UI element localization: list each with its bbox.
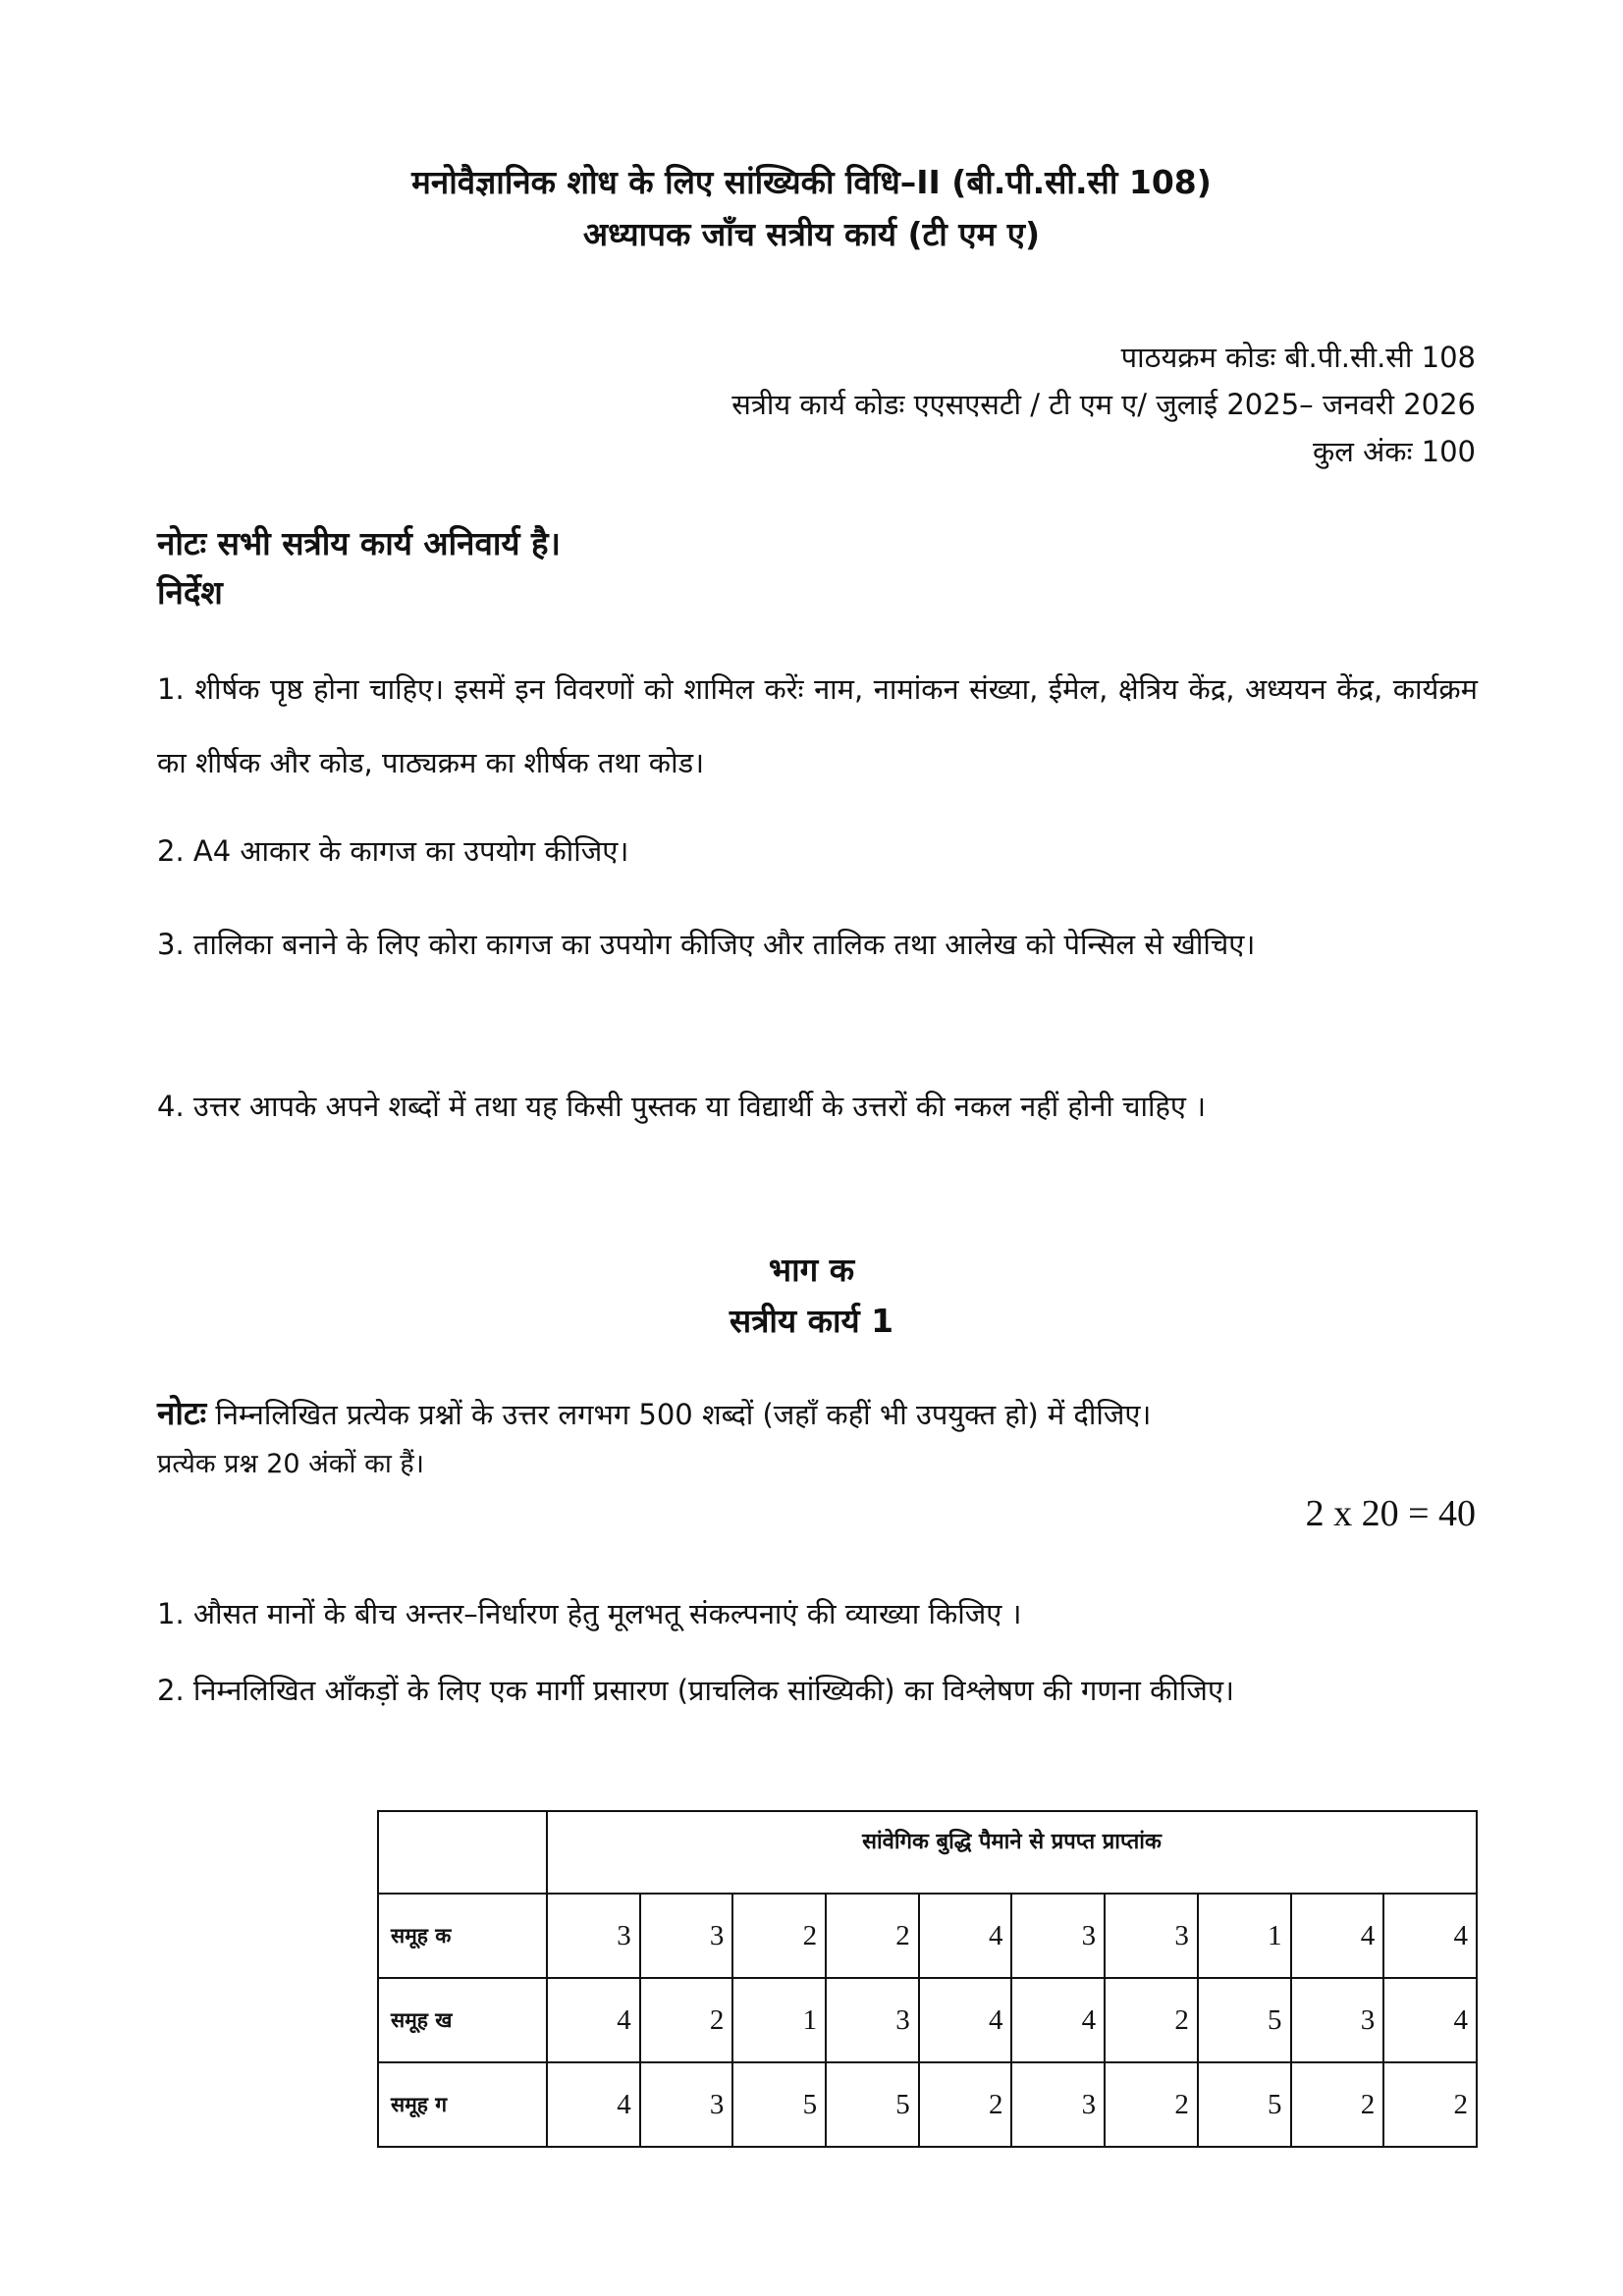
table-row — [378, 1894, 1477, 1978]
table-cell: 4 — [919, 1978, 1012, 2062]
mandatory-note: नोटः सभी सत्रीय कार्य अनिवार्य है। — [157, 524, 562, 562]
table-cell: 3 — [547, 1894, 640, 1978]
table-cell: 4 — [1383, 1978, 1477, 2062]
question-1: 1. औसत मानों के बीच अन्तर–निर्धारण हेतु मूलभतू संकल्पनाएं की व्याख्या किजिए । — [157, 1597, 1022, 1630]
table-cell: 2 — [640, 1978, 733, 2062]
table-cell: 2 — [919, 2062, 1012, 2147]
row-label: समूह क — [378, 1894, 547, 1978]
table-cell: 2 — [826, 1894, 919, 1978]
section-note-text2: प्रत्येक प्रश्न 20 अंकों का हैं। — [157, 1449, 424, 1479]
table-cell: 5 — [732, 2062, 826, 2147]
table-cell: 1 — [1198, 1894, 1291, 1978]
total-marks: कुल अंकः 100 — [1312, 435, 1476, 468]
section-note — [157, 1392, 1478, 1436]
section-note-label: नोटः — [157, 1394, 207, 1432]
row-label: समूह ग — [378, 2062, 547, 2147]
table-cell: 3 — [1105, 1894, 1198, 1978]
table-cell: 4 — [1011, 1978, 1105, 2062]
table-cell: 2 — [1291, 2062, 1384, 2147]
instruction-item: 2. A4 आकार के कागज का उपयोग कीजिए। — [157, 834, 629, 868]
table-cell: 5 — [1198, 1978, 1291, 2062]
table-header: सांवेगिक बुद्धि पैमाने से प्रपप्त प्राप्तांक — [547, 1811, 1477, 1894]
row-label: समूह ख — [378, 1978, 547, 2062]
table-row — [378, 2062, 1477, 2147]
table-cell: 5 — [1198, 2062, 1291, 2147]
instruction-item: 3. तालिका बनाने के लिए कोरा कागज का उपयोग कीजिए और तालिक तथा आलेख को पेन्सिल से खीचिए। — [157, 928, 1256, 961]
table-cell: 2 — [1383, 2062, 1477, 2147]
table-cell: 3 — [640, 2062, 733, 2147]
table-cell: 4 — [547, 1978, 640, 2062]
table-cell: 4 — [547, 2062, 640, 2147]
instruction-item: 4. उत्तर आपके अपने शब्दों में तथा यह किसी पुस्तक या विद्यार्थी के उत्तरों की नकल नहीं होनी चाहिए । — [157, 1090, 1207, 1123]
document-subtitle: अध्यापक जाँच सत्रीय कार्य (टी एम ए) — [582, 215, 1041, 253]
table-cell: 2 — [732, 1894, 826, 1978]
document-title: मनोवैज्ञानिक शोध के लिए सांख्यिकी विधि–II (बी.पी.सी.सी 108) — [411, 163, 1212, 201]
table-cell: 3 — [640, 1894, 733, 1978]
table-cell: 3 — [1011, 2062, 1105, 2147]
table-header-row — [378, 1811, 1477, 1894]
scores-table — [377, 1810, 1478, 2148]
assignment-code: सत्रीय कार्य कोडः एएसएसटी / टी एम ए/ जुलाई 2025– जनवरी 2026 — [731, 388, 1476, 421]
table-cell: 3 — [826, 1978, 919, 2062]
instruction-item: 1. शीर्षक पृष्ठ होना चाहिए। इसमें इन विवरणों को शामिल करेंः नाम, नामांकन संख्या, ईमेल, क्षेत्रिय केंद्र, अध्ययन केंद्र, कार्यक्रम का शीर्षक और कोड, पाठ्यक्रम का शीर्षक तथा कोड। — [157, 672, 1478, 779]
table-corner-cell — [378, 1811, 547, 1894]
table-cell: 4 — [1291, 1894, 1384, 1978]
table-cell: 2 — [1105, 2062, 1198, 2147]
instructions-heading: निर्देश — [157, 573, 223, 612]
assignment-heading: सत्रीय कार्य 1 — [729, 1302, 894, 1340]
table-cell: 1 — [732, 1978, 826, 2062]
table-cell: 2 — [1105, 1978, 1198, 2062]
course-code: पाठयक्रम कोडः बी.पी.सी.सी 108 — [1120, 341, 1476, 374]
table-cell: 5 — [826, 2062, 919, 2147]
table-cell: 4 — [1383, 1894, 1477, 1978]
question-2: 2. निम्नलिखित आँकड़ों के लिए एक मार्गी प्रसारण (प्राचलिक सांख्यिकी) का विश्लेषण की गणना कीजिए। — [157, 1674, 1234, 1707]
table-cell: 3 — [1291, 1978, 1384, 2062]
part-heading: भाग क — [768, 1251, 855, 1289]
table-cell: 4 — [919, 1894, 1012, 1978]
table-cell: 3 — [1011, 1894, 1105, 1978]
marks-formula: 2 x 20 = 40 — [1305, 1493, 1476, 1534]
section-note-text: निम्नलिखित प्रत्येक प्रश्नों के उत्तर लगभग 500 शब्दों (जहाँ कहीं भी उपयुक्त हो) में दीजिए। — [215, 1398, 1152, 1431]
table-row — [378, 1978, 1477, 2062]
